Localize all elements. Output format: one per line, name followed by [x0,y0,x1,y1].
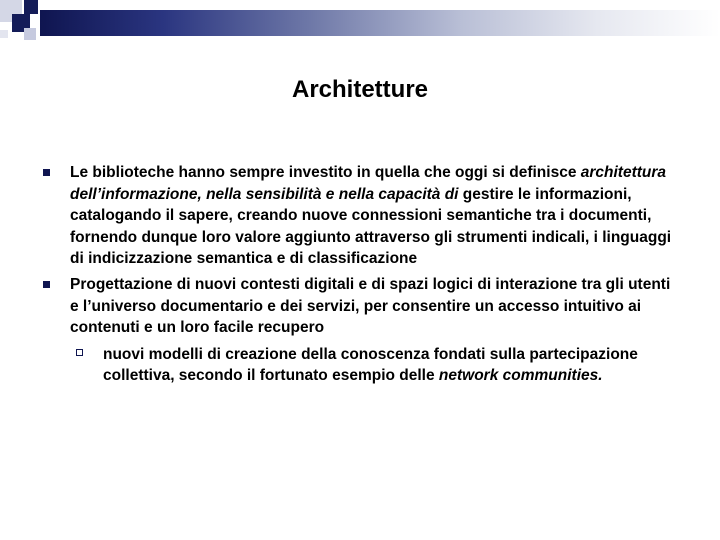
bullet-item-2 [40,274,680,387]
bullet-text: Le biblioteche hanno sempre investito in quella che oggi si definisce [70,164,581,181]
square-bullet-icon [43,281,50,288]
subbullet-text: nuovi modelli di creazione della conoscenza fondati sulla partecipazione collettiva, secondo il fortunato esempio delle [103,345,638,385]
slide-title: Architetture [291,76,429,103]
bullet-text: Progettazione di nuovi contesti digitali e di spazi logici di interazione tra gli utenti e l’universo documentario e dei servizi, per consentire un accesso intuitivo ai contenuti e un loro facile recupero [70,275,671,337]
square-bullet-icon [43,169,50,176]
subbullet-item-1 [70,344,680,387]
bullet-text-continued: gestire le informazioni, catalogando il sapere, creando nuove connessioni semantiche tra i documenti, fornendo dunque loro valore aggiunto attraverso gli strumenti indicali, i linguaggi di indicizzazione semantica e di classificazione [70,185,672,268]
decor-square-dark-small [24,0,38,14]
header-gradient-band [40,10,720,36]
slide-body [40,162,680,387]
decor-square-faint [0,30,8,38]
bullet-item-1 [40,162,680,270]
subbullet-italic-text: network communities. [438,367,603,385]
decor-square-pale [24,28,36,40]
bullet-italic-text: architettura dell’informazione, nella sensibilità e nella capacità di [70,164,667,203]
hollow-square-bullet-icon [76,349,83,356]
